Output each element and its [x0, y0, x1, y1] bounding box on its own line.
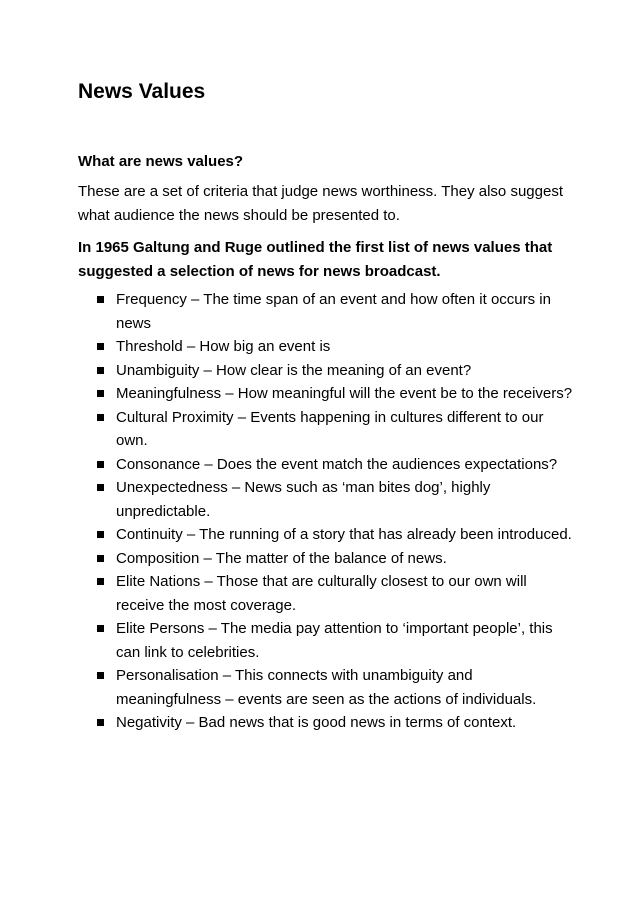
list-item: [78, 711, 578, 735]
list-item: [78, 335, 578, 359]
square-bullet-icon: [97, 555, 104, 562]
list-item: [78, 476, 578, 523]
square-bullet-icon: [97, 672, 104, 679]
list-item: [78, 382, 578, 406]
list-item-text: Elite Persons – The media pay attention to ‘important people’, this can link to celebrities.: [116, 620, 553, 661]
square-bullet-icon: [97, 719, 104, 726]
list-item-text: Continuity – The running of a story that has already been introduced.: [116, 526, 572, 543]
list-item: [78, 570, 578, 617]
square-bullet-icon: [97, 390, 104, 397]
list-item-text: Meaningfulness – How meaningful will the event be to the receivers?: [116, 385, 573, 402]
list-item-text: Cultural Proximity – Events happening in cultures different to our own.: [116, 408, 544, 449]
list-item: [78, 664, 578, 711]
list-item-text: Negativity – Bad news that is good news in terms of context.: [116, 714, 517, 731]
square-bullet-icon: [97, 531, 104, 538]
square-bullet-icon: [97, 414, 104, 421]
square-bullet-icon: [97, 343, 104, 350]
list-item: [78, 359, 578, 383]
section-subheading: What are news values?: [78, 153, 244, 170]
list-item: [78, 288, 578, 335]
list-item-text: Consonance – Does the event match the audiences expectations?: [116, 455, 558, 473]
square-bullet-icon: [97, 625, 104, 632]
list-item-text: Elite Nations – Those that are culturally closest to our own will receive the most coverage.: [116, 573, 527, 614]
list-item-text: Unambiguity – How clear is the meaning of an event?: [116, 361, 472, 379]
page-title: News Values: [78, 80, 206, 103]
list-item-text: Frequency – The time span of an event and how often it occurs in news: [116, 291, 551, 332]
square-bullet-icon: [97, 367, 104, 374]
description-paragraph: These are a set of criteria that judge news worthiness. They also suggest what audience the news should be presented to.: [78, 183, 563, 224]
list-item: [78, 523, 578, 547]
list-item-text: Threshold – How big an event is: [116, 338, 331, 355]
square-bullet-icon: [97, 484, 104, 491]
list-item-text: Unexpectedness – News such as ‘man bites dog’, highly unpredictable.: [116, 479, 491, 520]
square-bullet-icon: [97, 461, 104, 468]
square-bullet-icon: [97, 296, 104, 303]
list-item: [78, 406, 578, 453]
square-bullet-icon: [97, 578, 104, 585]
list-item: [78, 547, 578, 571]
intro-paragraph: In 1965 Galtung and Ruge outlined the first list of news values that suggested a selection of news for news broadcast.: [78, 239, 553, 280]
list-item: [78, 453, 578, 477]
list-item: [78, 617, 578, 664]
list-item-text: Composition – The matter of the balance of news.: [116, 549, 447, 567]
news-values-list: [78, 288, 578, 735]
list-item-text: Personalisation – This connects with unambiguity and meaningfulness – events are seen as the actions of individuals.: [116, 667, 537, 708]
